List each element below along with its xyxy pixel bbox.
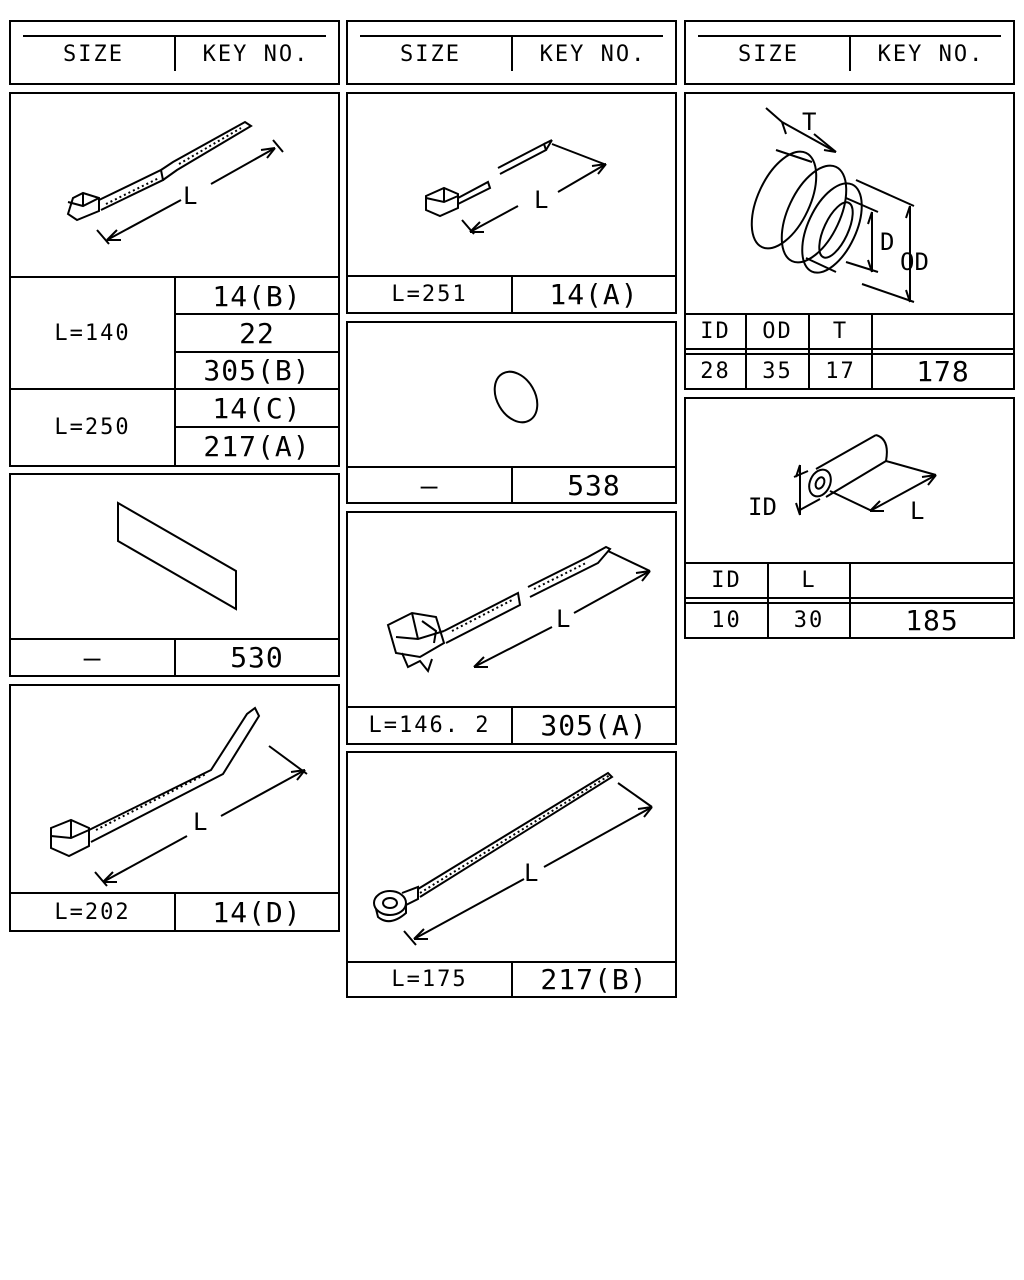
dimension-l-label: L (193, 808, 208, 836)
cable-tie-drawing (11, 94, 338, 278)
size-value: — (420, 468, 439, 502)
key-number: 217(B) (540, 963, 648, 996)
part-disc (346, 321, 677, 504)
column-header-t: T (832, 319, 849, 344)
l-value: 30 (793, 608, 825, 633)
part-tube (684, 397, 1015, 639)
od-value: 35 (762, 359, 793, 384)
t-value: 17 (825, 359, 856, 384)
key-number: 185 (905, 604, 959, 637)
key-number: 14(A) (549, 278, 639, 311)
size-value: L=146. 2 (368, 713, 491, 738)
key-number: 217(A) (203, 430, 311, 463)
key-no-header: KEY NO. (877, 41, 985, 67)
tube-drawing (686, 399, 1013, 565)
dimension-l-label: L (524, 859, 539, 887)
size-value: L=175 (391, 967, 468, 992)
id-value: 10 (711, 608, 742, 633)
column-header-id: ID (700, 319, 731, 344)
part-cable-tie-140 (9, 92, 340, 467)
column-header-od: OD (762, 319, 793, 344)
size-value: L=202 (54, 899, 131, 925)
cable-tie-drawing (348, 94, 675, 276)
dimension-l-label: L (183, 182, 198, 210)
key-number: 178 (916, 355, 970, 388)
dimension-l-label: L (534, 186, 549, 214)
key-number: 538 (567, 468, 621, 502)
dimension-l-label: L (910, 497, 925, 525)
header-size-key-col1 (9, 20, 340, 85)
header-size-key-col3 (684, 20, 1015, 85)
size-value: L=250 (54, 415, 131, 440)
cable-tie-drawing (348, 753, 675, 961)
header-size-key-col2 (346, 20, 677, 85)
key-number: 14(D) (212, 895, 302, 929)
size-value: — (83, 641, 102, 674)
part-cable-tie-251 (346, 92, 677, 314)
key-no-header: KEY NO. (202, 41, 310, 67)
key-number: 305(A) (540, 709, 648, 742)
part-grommet (684, 92, 1015, 390)
key-number: 14(C) (212, 391, 302, 425)
key-no-header: KEY NO. (539, 41, 647, 67)
grommet-drawing (686, 94, 1013, 314)
key-number: 22 (239, 316, 275, 350)
size-value: L=140 (54, 320, 131, 346)
size-header: SIZE (738, 41, 799, 67)
clip-band-drawing (348, 513, 675, 707)
id-value: 28 (700, 359, 731, 384)
dimension-t-label: T (802, 108, 817, 136)
part-cable-tie-175 (346, 751, 677, 998)
key-number: 14(B) (212, 279, 302, 313)
dimension-l-label: L (556, 605, 571, 633)
key-number: 530 (230, 641, 284, 674)
size-header: SIZE (63, 41, 124, 67)
column-header-id: ID (711, 568, 742, 593)
dimension-od-label: OD (900, 248, 929, 276)
dimension-id-label: ID (748, 493, 777, 521)
part-tape (9, 473, 340, 677)
key-number: 305(B) (203, 354, 311, 387)
size-header: SIZE (400, 41, 461, 67)
cable-tie-drawing (11, 686, 338, 892)
part-cable-tie-202 (9, 684, 340, 932)
part-clip-band (346, 511, 677, 745)
size-value: L=251 (391, 282, 468, 307)
tape-drawing (11, 475, 338, 637)
dimension-d-label: D (880, 228, 895, 256)
column-header-l: L (801, 568, 817, 593)
disc-drawing (348, 323, 675, 467)
